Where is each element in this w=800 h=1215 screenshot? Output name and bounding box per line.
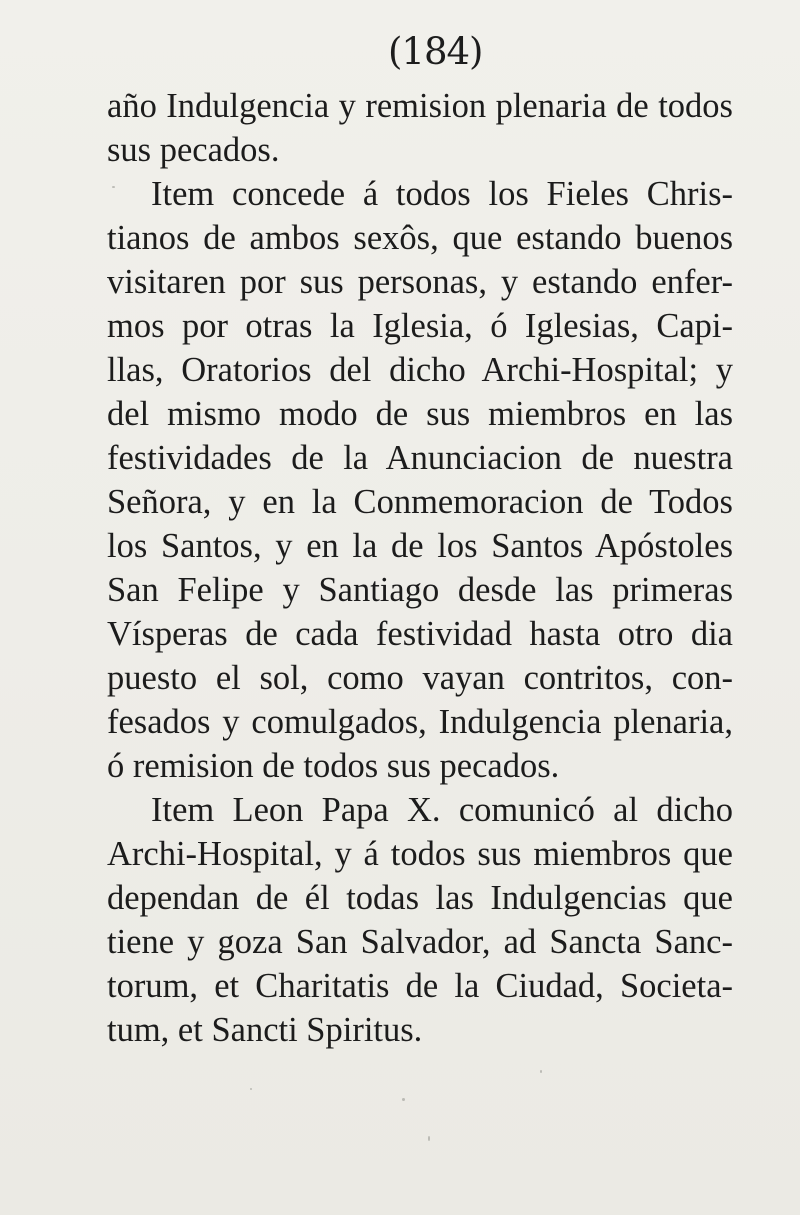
text-line: mos por otras la Iglesia, ó Iglesias, Capi- — [107, 307, 733, 345]
text-line: del mismo modo de sus miembros en las — [107, 395, 733, 433]
text-line: los Santos, y en la de los Santos Apóstoles — [107, 527, 733, 565]
text-line: festividades de la Anunciacion de nuestra — [107, 439, 733, 477]
text-line: llas, Oratorios del dicho Archi-Hospital; y — [107, 351, 733, 389]
text-line: dependan de él todas las Indulgencias que — [107, 879, 733, 917]
text-line: puesto el sol, como vayan contritos, con- — [107, 659, 733, 697]
text-line: Item concede á todos los Fieles Chris- — [151, 175, 733, 213]
text-line: ó remision de todos sus pecados. — [107, 747, 560, 785]
paper-speck — [112, 186, 115, 188]
text-line: Señora, y en la Conmemoracion de Todos — [107, 483, 733, 521]
text-line: año Indulgencia y remision plenaria de todos — [107, 87, 733, 125]
text-line: sus pecados. — [107, 131, 280, 169]
text-line: tianos de ambos sexôs, que estando buenos — [107, 219, 733, 257]
text-line: Vísperas de cada festividad hasta otro dia — [107, 615, 733, 653]
text-line: tum, et Sancti Spiritus. — [107, 1011, 423, 1049]
text-line: Archi-Hospital, y á todos sus miembros que — [107, 835, 733, 873]
paper-speck — [402, 1098, 405, 1101]
text-line: fesados y comulgados, Indulgencia plenaria, — [107, 703, 733, 741]
paper-speck — [428, 1136, 430, 1141]
text-line: San Felipe y Santiago desde las primeras — [107, 571, 733, 609]
text-line: torum, et Charitatis de la Ciudad, Societa- — [107, 967, 733, 1005]
paper-speck — [250, 1088, 252, 1090]
text-line: Item Leon Papa X. comunicó al dicho — [151, 791, 733, 829]
text-line: visitaren por sus personas, y estando enfer- — [107, 263, 733, 301]
paper-speck — [540, 1070, 542, 1073]
page-number: (184) — [388, 30, 483, 73]
text-line: tiene y goza San Salvador, ad Sancta Sanc- — [107, 923, 733, 961]
